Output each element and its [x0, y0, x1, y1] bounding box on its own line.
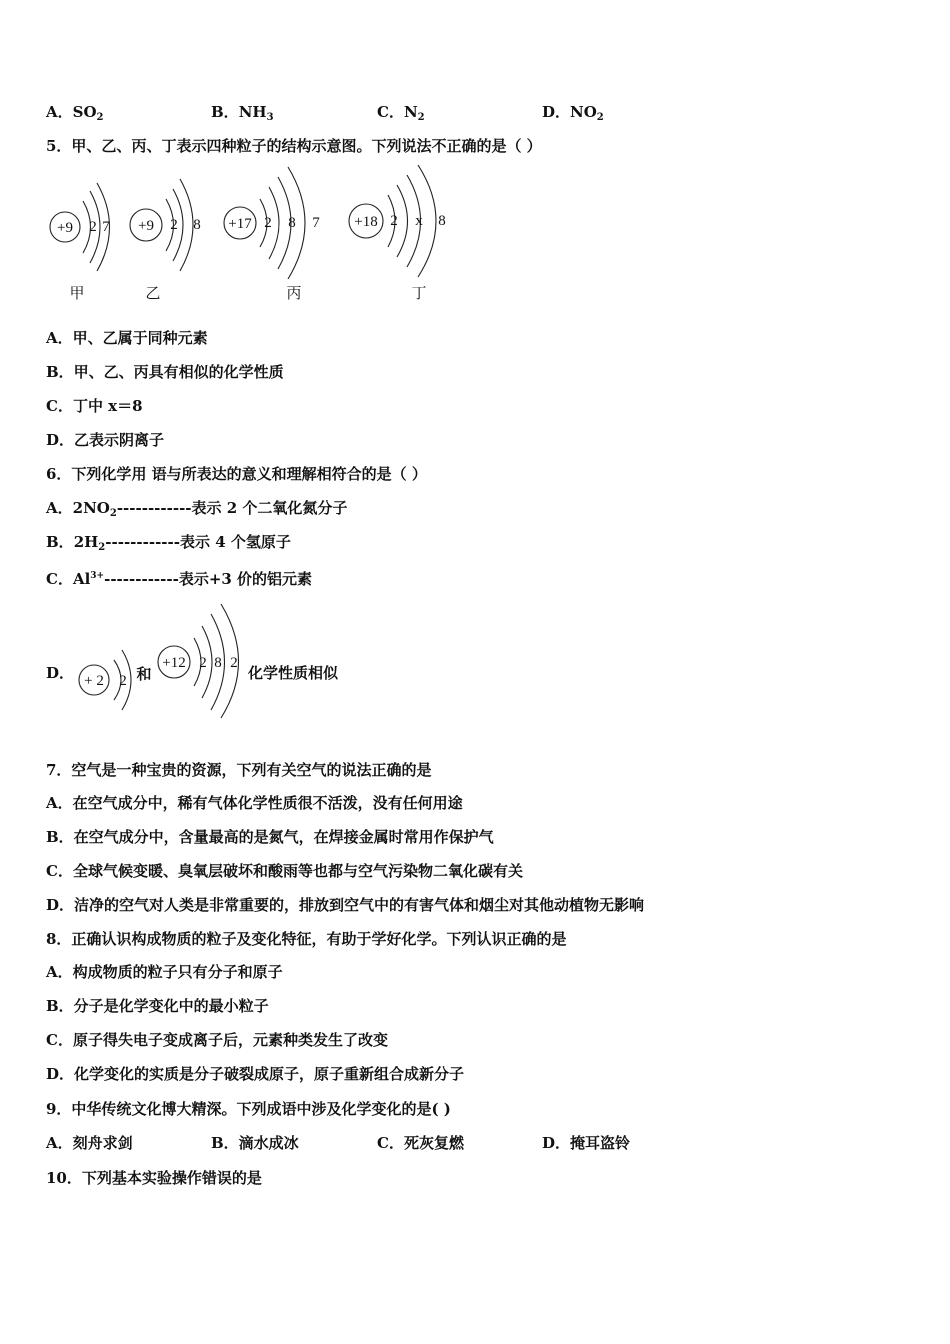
d3-shell-3: 7 [312, 215, 320, 231]
q6-option-d-label: D． [46, 664, 75, 682]
q4-option-d: D．$NO_2$ [542, 103, 604, 123]
q5-structure-diagrams [40, 165, 500, 305]
q8-option-c: C．原子得失电子变成离子后，元素种类发生了改变 [46, 1031, 388, 1049]
d3-nucleus: +17 [228, 216, 252, 232]
d2-shell-2: 8 [193, 217, 201, 233]
d2-nucleus: +9 [138, 218, 154, 234]
q7-option-d: D．洁净的空气对人类是非常重要的，排放到空气中的有害气体和烟尘对其他动植物无影响 [46, 896, 645, 914]
q6-option-a: A．$2NO_2------------$表示 2 个二氧化氮分子 [46, 499, 348, 519]
q8-stem: 8．正确认识构成物质的粒子及变化特征，有助于学好化学。下列认识正确的是 [46, 930, 567, 948]
d-atom1-shell-1: 2 [119, 673, 127, 689]
q6-stem: 6．下列化学用 语与所表达的意义和理解相符合的是（ ） [46, 465, 427, 483]
d1-shell-2: 7 [102, 219, 110, 235]
q9-stem: 9．中华传统文化博大精深。下列成语中涉及化学变化的是( ) [46, 1100, 451, 1118]
q8-option-a: A．构成物质的粒子只有分子和原子 [46, 963, 283, 981]
d-conj: 和 [136, 667, 152, 683]
q6-option-c: C．$Al^{3+}------------$表示+3 价的铝元素 [46, 570, 313, 588]
q9-option-c: C．死灰复燃 [377, 1134, 464, 1152]
d2-name: 乙 [145, 286, 161, 302]
q6-option-b: B．$2H_2------------$表示 4 个氢原子 [46, 533, 291, 553]
q7-option-c: C．全球气候变暖、臭氧层破坏和酸雨等也都与空气污染物二氧化碳有关 [46, 862, 523, 880]
d2-shell-1: 2 [170, 217, 178, 233]
d1-name: 甲 [69, 286, 85, 302]
q9-option-d: D．掩耳盗铃 [542, 1134, 631, 1152]
q5-option-d: D．乙表示阴离子 [46, 431, 165, 449]
d-atom2-nucleus: +12 [162, 655, 186, 671]
q9-option-a: A．刻舟求剑 [46, 1134, 133, 1152]
d-atom2-shell-3: 2 [230, 655, 238, 671]
q9-option-b: B．滴水成冰 [211, 1134, 299, 1152]
q4-option-c: C．$N_2$ [377, 103, 425, 123]
q5-option-b: B．甲、乙、丙具有相似的化学性质 [46, 363, 284, 381]
q8-option-d: D．化学变化的实质是分子破裂成原子，原子重新组合成新分子 [46, 1065, 465, 1083]
d3-shell-2: 8 [288, 215, 296, 231]
d1-shell-1: 2 [89, 219, 97, 235]
d-atom1-nucleus: + 2 [84, 673, 104, 689]
d4-shell-3: 8 [438, 213, 446, 229]
q4-option-b: B．$NH_3$ [211, 103, 274, 123]
d3-name: 丙 [286, 286, 302, 302]
d4-nucleus: +18 [354, 214, 378, 230]
q5-option-c: C．丁中 x＝8 [46, 397, 143, 415]
q4-option-a: A．$SO_2$ [46, 103, 104, 123]
q5-stem: 5．甲、乙、丙、丁表示四种粒子的结构示意图。下列说法不正确的是（ ） [46, 137, 542, 155]
d4-shell-1: 2 [390, 213, 398, 229]
q8-option-b: B．分子是化学变化中的最小粒子 [46, 997, 269, 1015]
q6-option-d-text: 化学性质相似 [248, 664, 339, 682]
d1-nucleus: +9 [57, 220, 73, 236]
q10-stem: 10．下列基本实验操作错误的是 [46, 1169, 262, 1187]
d-atom2-shell-2: 8 [214, 655, 222, 671]
d-atom2-shell-1: 2 [199, 655, 207, 671]
q5-option-a: A．甲、乙属于同种元素 [46, 329, 208, 347]
d3-shell-1: 2 [264, 215, 272, 231]
d4-shell-2: x [415, 213, 423, 229]
q6-option-d-diagrams [70, 600, 270, 720]
q7-stem: 7．空气是一种宝贵的资源，下列有关空气的说法正确的是 [46, 761, 432, 779]
q7-option-a: A．在空气成分中，稀有气体化学性质很不活泼，没有任何用途 [46, 794, 463, 812]
d4-name: 丁 [411, 286, 427, 302]
q7-option-b: B．在空气成分中，含量最高的是氮气，在焊接金属时常用作保护气 [46, 828, 494, 846]
